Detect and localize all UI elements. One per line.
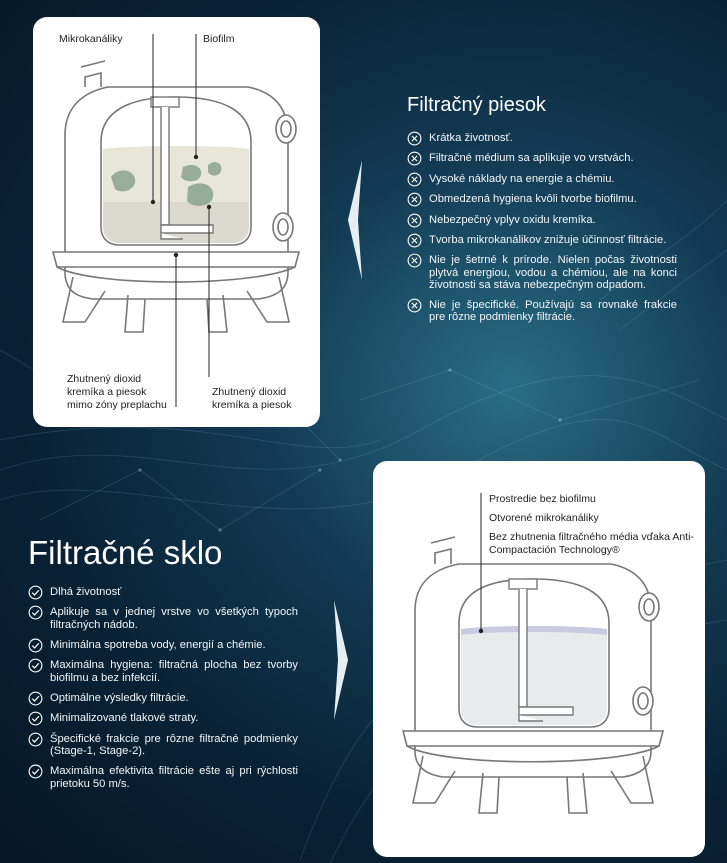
cross-circle-icon [407, 192, 422, 207]
list-item [407, 193, 677, 205]
glass-item-text: Maximálna efektivita filtrácie ešte aj pri rýchlosti prietoku 50 m/s. [50, 765, 298, 790]
sand-section-title: Filtračný piesok [407, 94, 546, 116]
list-item [407, 214, 677, 226]
label-biofilm: Biofilm [203, 33, 235, 45]
list-item [28, 606, 298, 630]
glass-item-text: Minimalizované tlakové straty. [50, 712, 199, 725]
glass-section-title: Filtračné sklo [28, 534, 223, 571]
list-item [407, 299, 677, 323]
label-no-compaction: Bez zhutnenia filtračného média vďaka Anti-Compactación Technology® [489, 531, 694, 556]
check-circle-icon [28, 585, 43, 600]
cross-circle-icon [407, 172, 422, 187]
glass-item-text: Optimálne výsledky filtrácie. [50, 691, 189, 704]
cross-circle-icon [407, 131, 422, 146]
sand-disadvantages-list [407, 132, 677, 332]
label-compacted-outside-backwash: Zhutnený dioxid kremíka a piesok mimo zóny preplachu [67, 373, 167, 411]
sand-item-text: Nebezpečný vplyv oxidu kremíka. [429, 213, 596, 226]
sand-item-text: Filtračné médium sa aplikuje vo vrstvách. [429, 152, 634, 165]
list-item [407, 152, 677, 164]
glass-advantages-list [28, 586, 298, 798]
list-item [28, 639, 298, 651]
check-circle-icon [28, 605, 43, 620]
list-item [28, 712, 298, 724]
glass-item-text: Špecifické frakcie pre rôzne filtračné podmienky (Stage-1, Stage-2). [50, 732, 298, 757]
check-circle-icon [28, 658, 43, 673]
check-circle-icon [28, 638, 43, 653]
label-compacted-silica: Zhutnený dioxid kremíka a piesok [212, 386, 292, 411]
sand-item-text: Nie je šetrné k prírode. Nielen počas životnosti plytvá energiou, vodou a chémiou, ale na konci životnosti sa stáva nebezpečným odpadom. [429, 254, 677, 291]
glass-filter-illustration-card [373, 461, 705, 857]
sand-item-text: Obmedzená hygiena kvôli tvorbe biofilmu. [429, 193, 637, 206]
list-item [28, 692, 298, 704]
list-item [407, 173, 677, 185]
label-open-microchannels: Otvorené mikrokanáliky [489, 512, 599, 524]
label-microchannels: Mikrokanáliky [59, 33, 123, 45]
cross-circle-icon [407, 253, 422, 268]
cross-circle-icon [407, 151, 422, 166]
sand-filter-tank-drawing [33, 17, 320, 427]
sand-item-text: Krátka životnosť. [429, 132, 513, 144]
check-circle-icon [28, 711, 43, 726]
glass-item-text: Dlhá životnosť [50, 586, 122, 598]
sand-item-text: Vysoké náklady na energie a chémiu. [429, 172, 615, 185]
glass-item-text: Aplikuje sa v jednej vrstve vo všetkých typoch filtračných nádob. [50, 606, 298, 631]
arrow-left-icon [346, 160, 366, 280]
check-circle-icon [28, 691, 43, 706]
glass-item-text: Maximálna hygiena: filtračná plocha bez tvorby biofilmu a bez infekcií. [50, 659, 298, 684]
list-item [28, 733, 298, 757]
check-circle-icon [28, 764, 43, 779]
list-item [407, 132, 677, 144]
list-item [28, 765, 298, 789]
check-circle-icon [28, 732, 43, 747]
label-no-biofilm: Prostredie bez biofilmu [489, 493, 596, 505]
cross-circle-icon [407, 298, 422, 313]
list-item [407, 234, 677, 246]
list-item [28, 586, 298, 598]
sand-item-text: Tvorba mikrokanálikov znižuje účinnosť filtrácie. [429, 233, 667, 246]
glass-item-text: Minimálna spotreba vody, energií a chémie. [50, 638, 266, 651]
arrow-right-icon [330, 600, 350, 720]
cross-circle-icon [407, 213, 422, 228]
list-item [28, 659, 298, 683]
cross-circle-icon [407, 233, 422, 248]
sand-item-text: Nie je špecifické. Používajú sa rovnaké frakcie pre rôzne podmienky filtrácie. [429, 299, 677, 324]
list-item [407, 254, 677, 291]
sand-filter-illustration-card [33, 17, 320, 427]
